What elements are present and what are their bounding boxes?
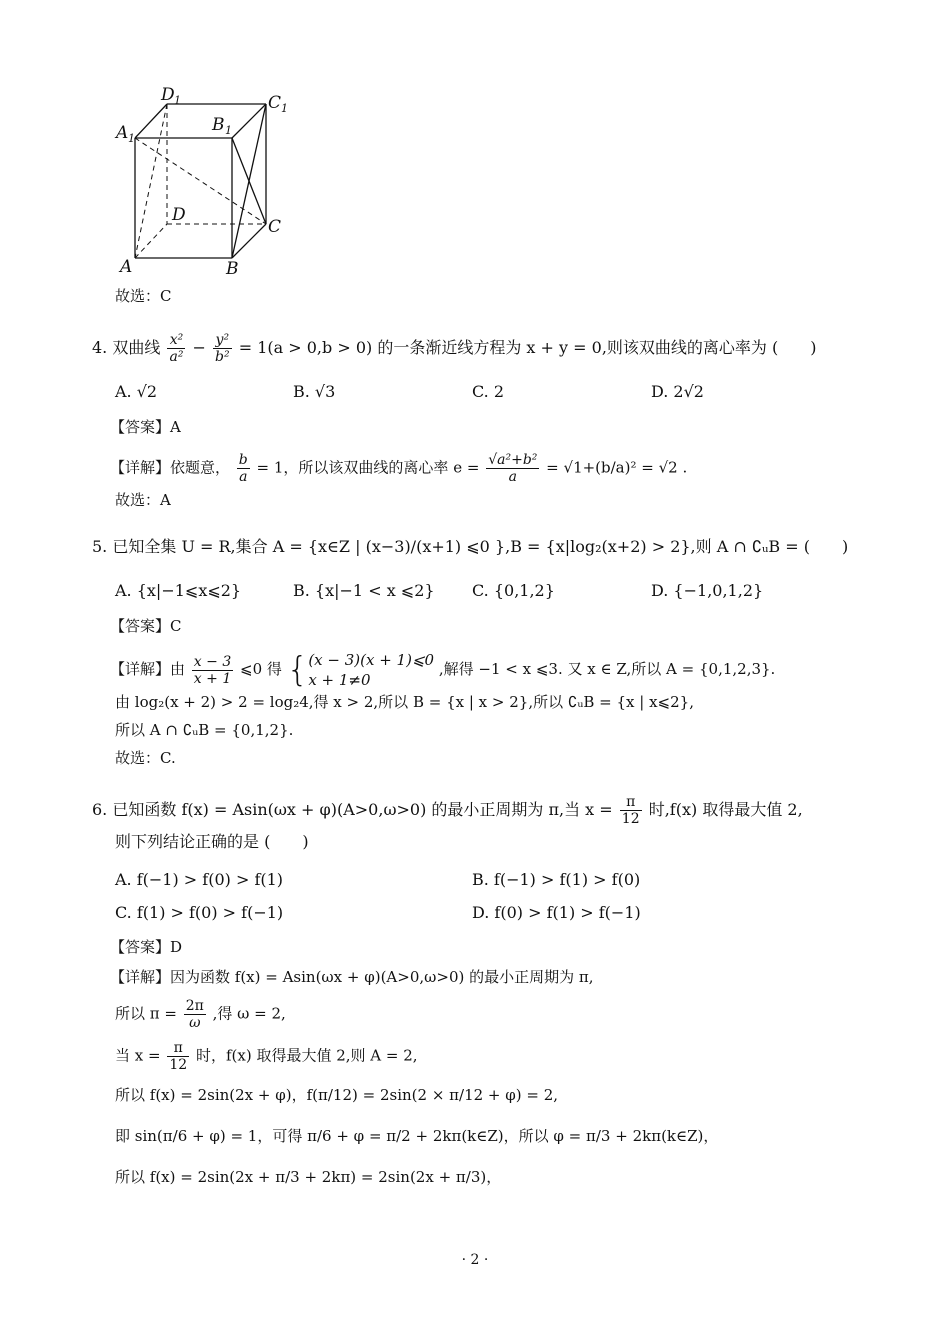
label-a1: A [116, 123, 129, 143]
q4-stem: 4. 双曲线 $\frac{\text{x²}}{\text{a²}}$ − $\frac{\text{y²}}{\text{b²}}$ = 1(a > 0,b > 0) 的一条渐近线方程为 x + y = 0,则该双曲线的离心率为 ( ) [92, 332, 817, 365]
label-d: D [172, 205, 186, 225]
q6-detail-6: 所以 f(x) = 2sin(2x + π/3 + 2kπ) = 2sin(2x + π/3)， [115, 1168, 502, 1186]
q5-option-d: D. {−1,0,1,2} [651, 581, 764, 600]
q5-option-c: C. {0,1,2} [472, 581, 555, 600]
q6-stem-2: 则下列结论正确的是 ( ) [115, 832, 309, 851]
q6-detail-2: 所以 π = $\frac{2\pi}{\omega}$ ,得 ω = 2, [115, 998, 286, 1031]
q6-option-b: B. f(−1) > f(1) > f(0) [472, 870, 641, 889]
label-b: B [226, 259, 239, 279]
label-c1: C [268, 93, 282, 113]
q5-final: 故选：C. [115, 749, 176, 767]
q4-option-d: D. 2√2 [651, 382, 704, 401]
q6-detail-4: 所以 f(x) = 2sin(2x + φ)，f(π/12) = 2sin(2 × π/12 + φ) = 2, [115, 1086, 559, 1104]
q6-answer: 【答案】D [110, 938, 183, 956]
cube-figure [110, 80, 300, 280]
label-c: C [268, 217, 282, 237]
q6-option-c: C. f(1) > f(0) > f(−1) [115, 903, 284, 922]
q6-stem-1: 6. 已知函数 f(x) = Asin(ωx + φ)(A>0,ω>0) 的最小正周期为 π,当 x = $\frac{\pi}{12}$ 时,f(x) 取得最大值 2, [92, 794, 803, 827]
q3-final: 故选：C [115, 287, 172, 305]
q6-detail-1: 【详解】因为函数 f(x) = Asin(ωx + φ)(A>0,ω>0) 的最小正周期为 π, [110, 968, 594, 986]
q4-final: 故选：A [115, 491, 171, 509]
page-number: · 2 · [461, 1252, 489, 1268]
svg-text:1: 1 [174, 94, 181, 107]
q5-option-a: A. {x|−1⩽x⩽2} [115, 581, 242, 600]
label-d1: D [161, 85, 175, 105]
label-a: A [120, 257, 133, 277]
q5-stem: 5. 已知全集 U = R,集合 A = {x∈Z | (x−3)/(x+1) ⩽0 },B = {x|log₂(x+2) > 2},则 A ∩ ∁ᵤB = ( ) [92, 537, 849, 556]
label-b1: B [212, 115, 225, 135]
q4-detail: 【详解】依题意， $\frac{b}{a}$ = 1，所以该双曲线的离心率 e = $\frac{\text{√a²+b²}}{a}$ = √1+(b/a)² = √2 . [110, 452, 688, 485]
q5-detail-3: 所以 A ∩ ∁ᵤB = {0,1,2}. [115, 721, 294, 739]
svg-text:1: 1 [281, 102, 288, 115]
q6-option-a: A. f(−1) > f(0) > f(1) [115, 870, 284, 889]
q5-detail-1: 【详解】由 $\frac{x - 3}{x + 1}$ ⩽0 得 {(x − 3)(x + 1)⩽0 x + 1≠0 ,解得 −1 < x ⩽3. 又 x ∈ Z,所以 A = {0,1,2,3}. [110, 650, 776, 690]
q4-option-a: A. √2 [115, 382, 158, 401]
svg-text:1: 1 [225, 124, 232, 137]
q5-detail-2: 由 log₂(x + 2) > 2 = log₂4,得 x > 2,所以 B = {x | x > 2},所以 ∁ᵤB = {x | x⩽2}, [115, 693, 694, 711]
q6-detail-5: 即 sin(π/6 + φ) = 1，可得 π/6 + φ = π/2 + 2kπ(k∈Z)，所以 φ = π/3 + 2kπ(k∈Z)， [115, 1127, 719, 1145]
q4-option-c: C. 2 [472, 382, 505, 401]
q5-option-b: B. {x|−1 < x ⩽2} [293, 581, 435, 600]
q6-option-d: D. f(0) > f(1) > f(−1) [472, 903, 641, 922]
q4-option-b: B. √3 [293, 382, 336, 401]
svg-text:1: 1 [128, 132, 135, 145]
q6-detail-3: 当 x = $\frac{\pi}{12}$ 时，f(x) 取得最大值 2,则 A = 2, [115, 1040, 418, 1073]
q4-answer: 【答案】A [110, 418, 181, 436]
q5-answer: 【答案】C [110, 617, 182, 635]
